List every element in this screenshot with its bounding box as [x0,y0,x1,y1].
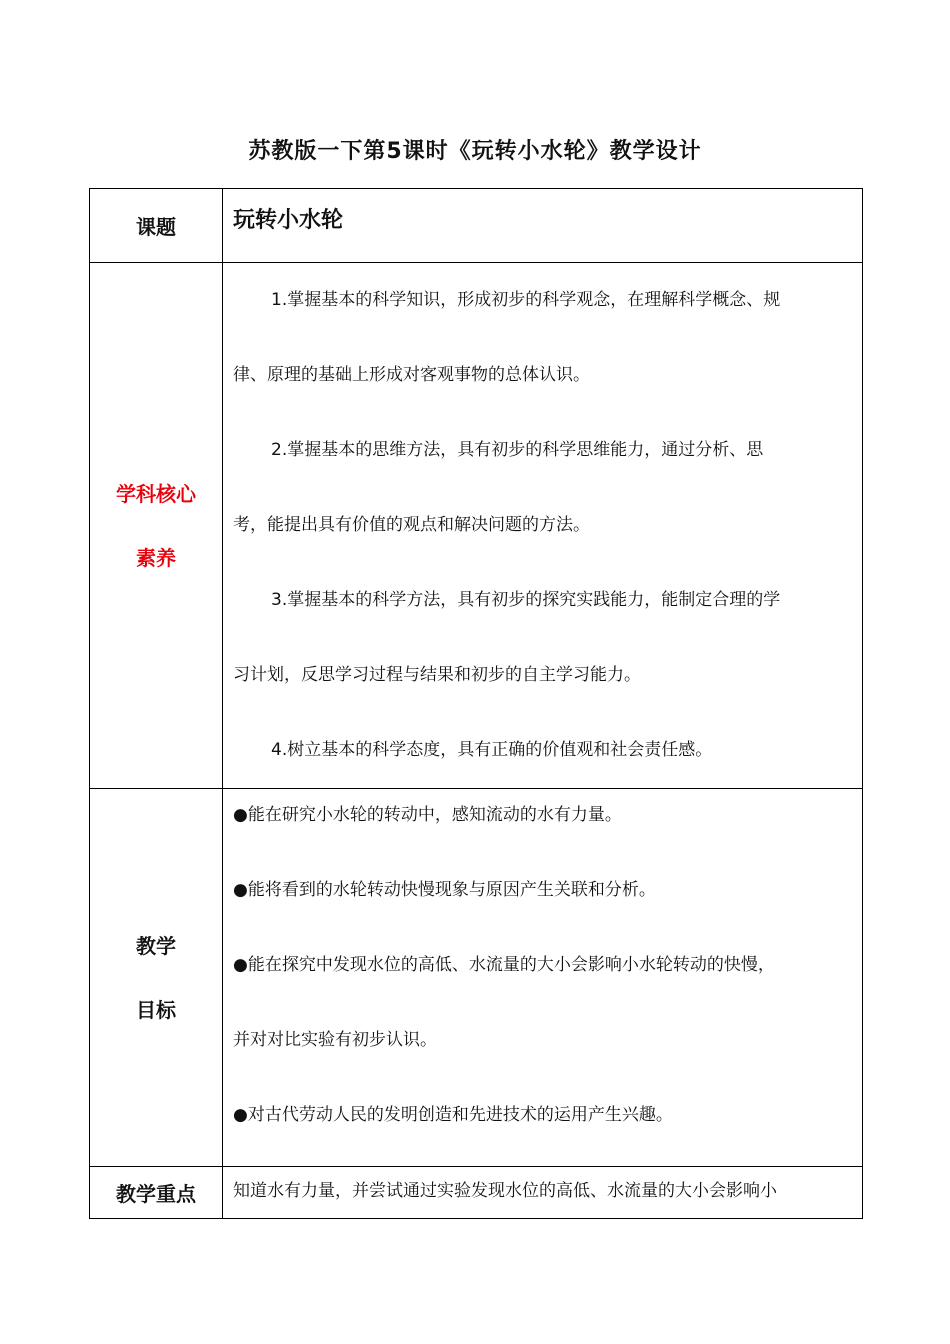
topic-label [90,189,223,263]
literacy-item-2-line2: 考，能提出具有价值的观点和解决问题的方法。 [233,515,590,535]
objectives-row [90,789,863,1167]
objectives-content [223,789,863,1167]
focus-label-text: 教学重点 [116,1182,196,1206]
core-literacy-label-line2: 素养 [136,545,176,570]
literacy-item-1-line1: 1.掌握基本的科学知识，形成初步的科学观念，在理解科学概念、规 [271,290,781,310]
objective-item-3-line1: ●能在探究中发现水位的高低、水流量的大小会影响小水轮转动的快慢， [233,955,775,975]
document-title: 苏教版一下第5课时《玩转小水轮》教学设计 [248,139,702,164]
focus-row [90,1167,863,1219]
focus-text: 知道水有力量，并尝试通过实验发现水位的高低、水流量的大小会影响小 [233,1181,777,1201]
lesson-plan-table [89,188,863,1219]
core-literacy-row [90,263,863,789]
objective-item-4: ●对古代劳动人民的发明创造和先进技术的运用产生兴趣。 [233,1105,673,1125]
topic-row [90,189,863,263]
literacy-item-3-line1: 3.掌握基本的科学方法，具有初步的探究实践能力，能制定合理的学 [271,590,781,610]
objective-item-1: ●能在研究小水轮的转动中，感知流动的水有力量。 [233,805,622,825]
topic-label-text: 课题 [136,215,176,239]
focus-content [223,1167,863,1219]
core-literacy-label [90,263,223,789]
literacy-item-2-line1: 2.掌握基本的思维方法，具有初步的科学思维能力，通过分析、思 [271,440,764,460]
objectives-label [90,789,223,1167]
core-literacy-content [223,263,863,789]
objective-item-3-line2: 并对对比实验有初步认识。 [233,1030,437,1050]
focus-label [90,1167,223,1219]
core-literacy-label-line1: 学科核心 [116,481,196,506]
literacy-item-3-line2: 习计划，反思学习过程与结果和初步的自主学习能力。 [233,665,641,685]
objectives-label-line1: 教学 [136,933,176,958]
objectives-label-line2: 目标 [136,997,176,1022]
topic-value: 玩转小水轮 [223,189,863,263]
objective-item-2: ●能将看到的水轮转动快慢现象与原因产生关联和分析。 [233,880,656,900]
literacy-item-4-line1: 4.树立基本的科学态度，具有正确的价值观和社会责任感。 [271,740,713,760]
literacy-item-1-line2: 律、原理的基础上形成对客观事物的总体认识。 [233,365,590,385]
